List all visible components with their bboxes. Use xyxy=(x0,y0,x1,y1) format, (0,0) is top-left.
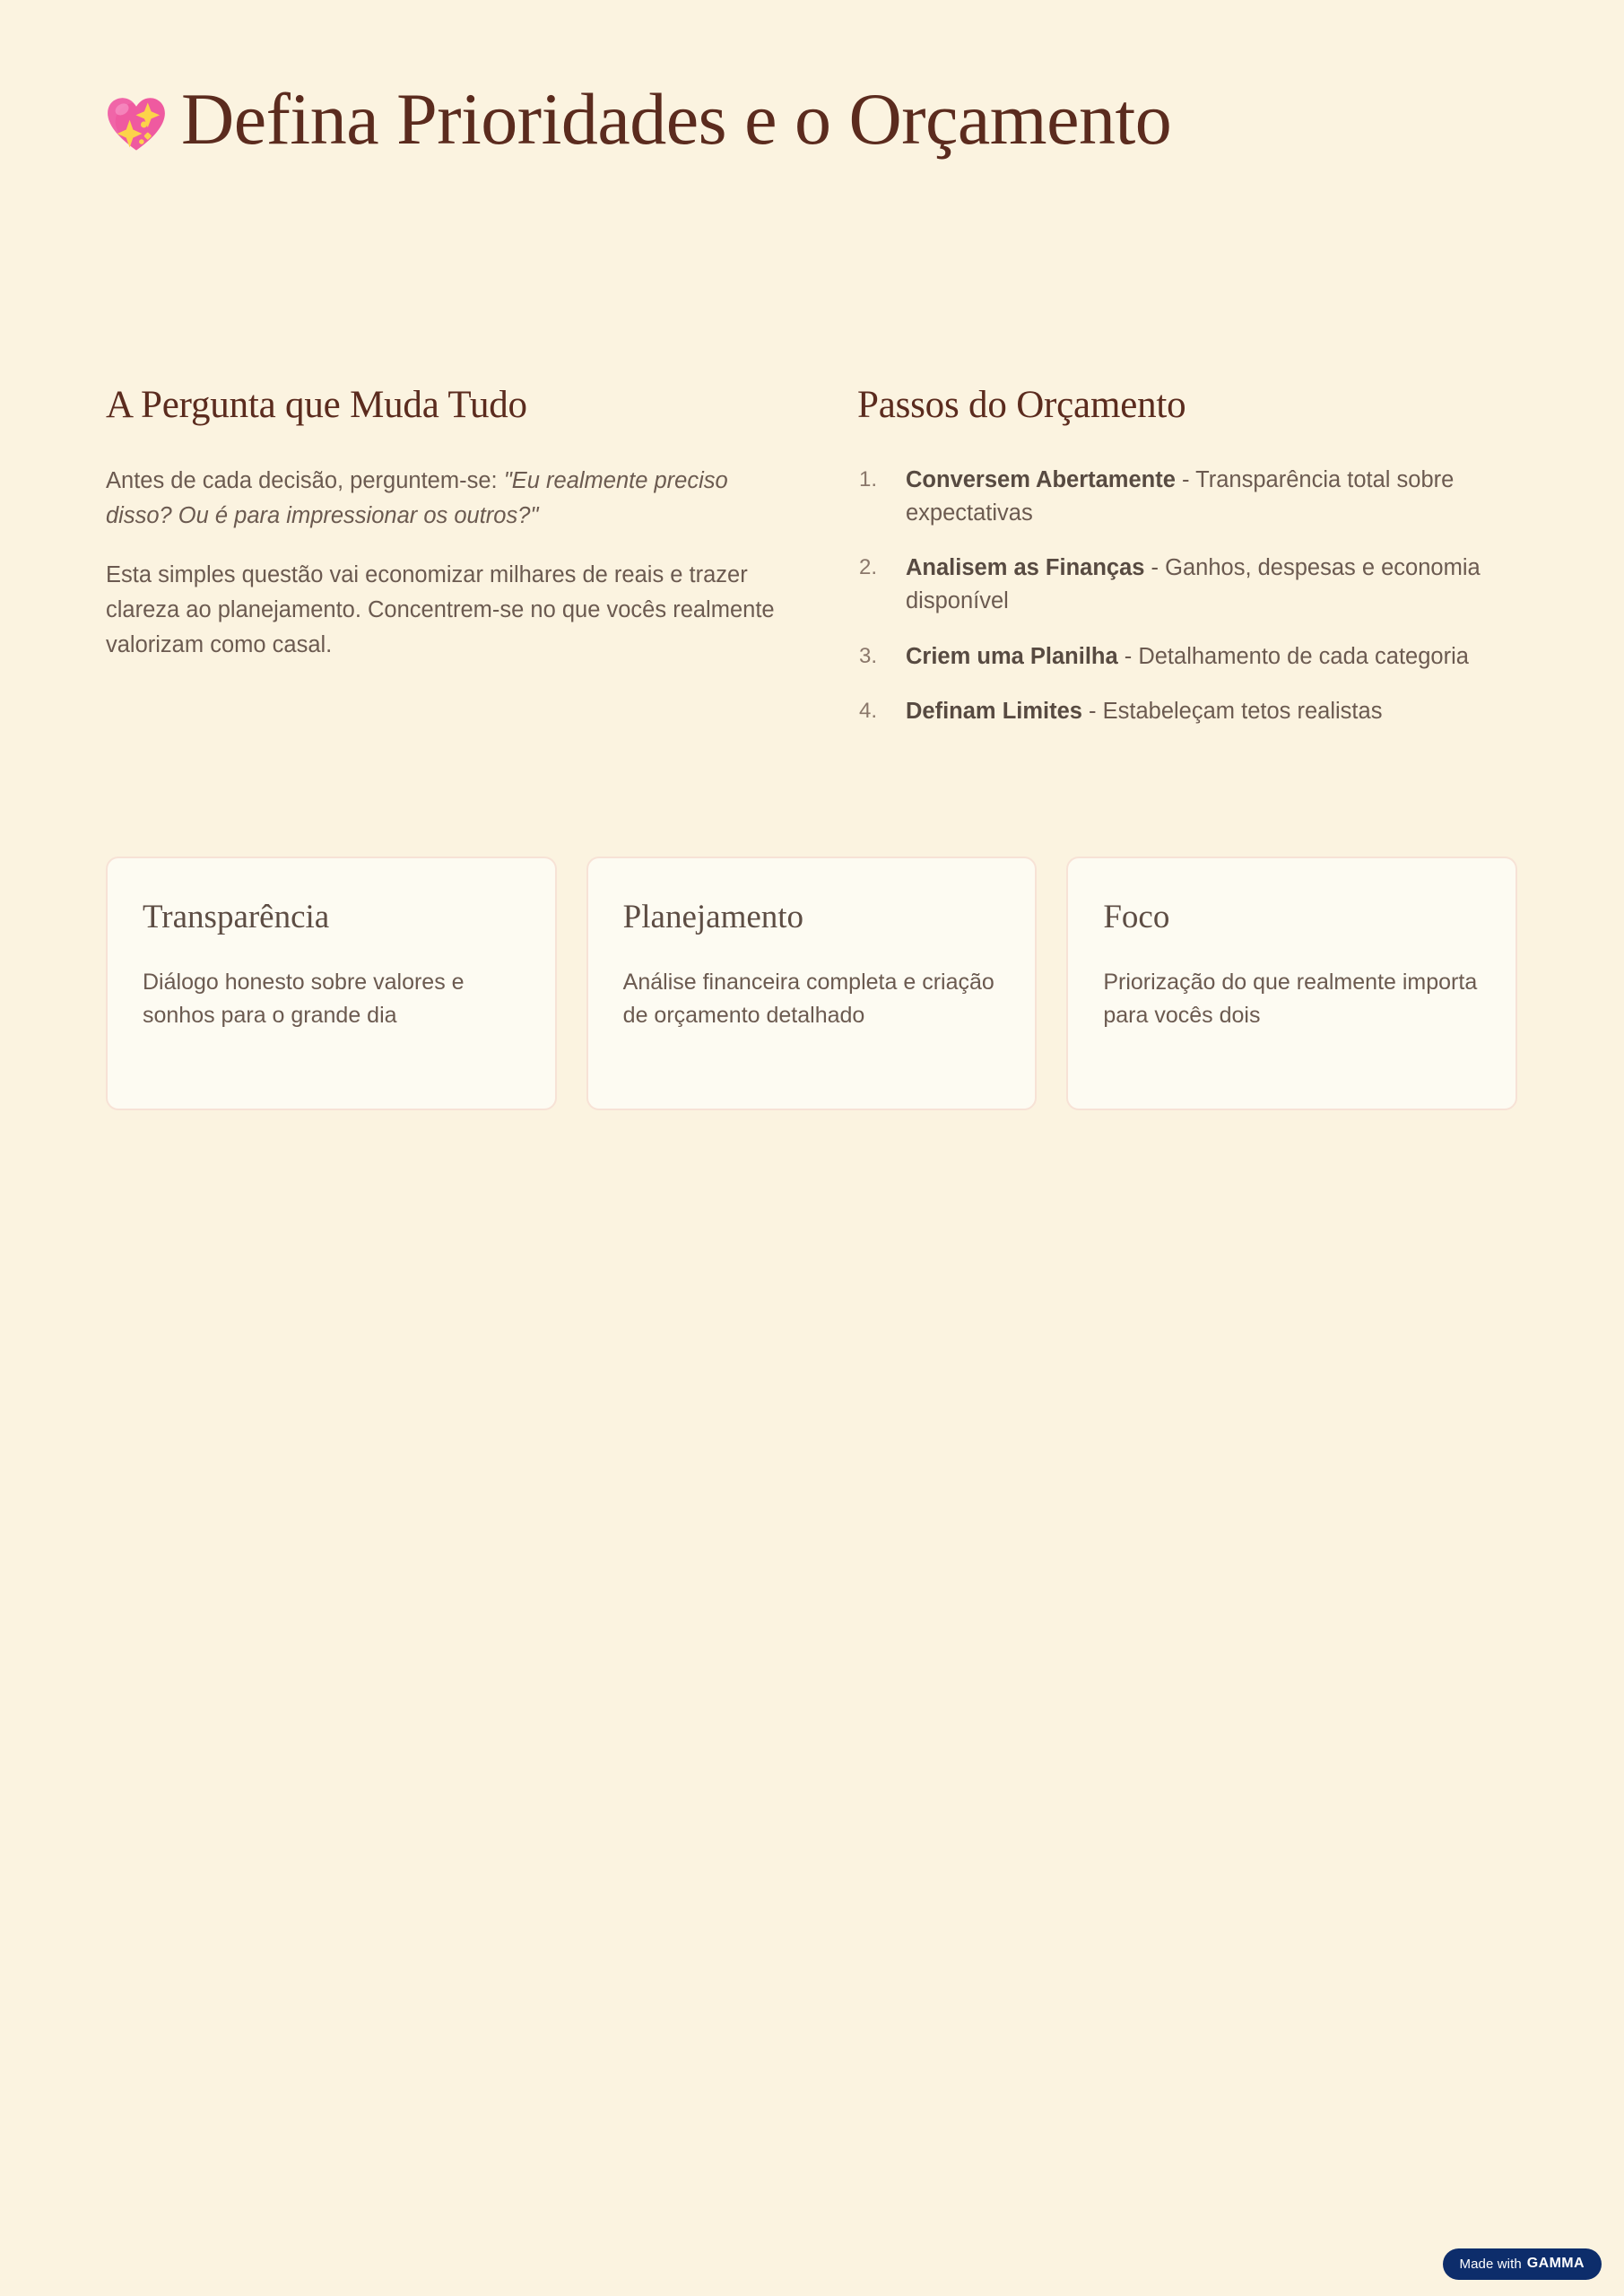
title-block xyxy=(106,77,1209,161)
card-planejamento xyxy=(586,857,1038,1110)
step-title: Definam Limites xyxy=(906,698,1082,724)
card-foco xyxy=(1066,857,1517,1110)
step-description: - Estabeleçam tetos realistas xyxy=(1081,698,1383,724)
card-transparencia xyxy=(106,857,557,1110)
card-title: Planejamento xyxy=(622,899,804,935)
question-quote: "Eu realmente preciso disso? Ou é para impressionar os outros?" xyxy=(106,467,728,528)
page-title xyxy=(106,77,1209,161)
question-lead: Antes de cada decisão, perguntem-se: xyxy=(106,467,504,493)
left-column-heading: A Pergunta que Muda Tudo xyxy=(106,384,527,426)
content-columns xyxy=(106,381,1518,728)
badge-prefix: Made with xyxy=(1459,2256,1522,2272)
card-text: Diálogo honesto sobre valores e sonhos para o grande dia xyxy=(143,970,465,1029)
budget-steps-list xyxy=(857,464,1518,728)
list-item xyxy=(857,552,1518,618)
step-description: - Detalhamento de cada categoria xyxy=(1117,643,1469,669)
card-text: Priorização do que realmente importa para vocês dois xyxy=(1103,970,1478,1029)
gamma-wordmark: GAMMA xyxy=(1526,2256,1585,2271)
list-item xyxy=(857,464,1518,530)
list-item xyxy=(857,695,1518,728)
sparkling-heart-icon xyxy=(106,95,167,156)
question-paragraph xyxy=(106,464,787,534)
page-title-text: Defina Prioridades e o Orçamento xyxy=(181,78,1172,160)
right-column-heading: Passos do Orçamento xyxy=(857,384,1186,426)
right-column xyxy=(857,381,1518,728)
list-item xyxy=(857,640,1518,674)
feature-cards xyxy=(106,857,1517,1110)
card-title: Transparência xyxy=(143,899,330,935)
step-title: Analisem as Finanças xyxy=(906,555,1145,581)
left-column xyxy=(106,381,787,728)
explanation-paragraph: Esta simples questão vai economizar milhares de reais e trazer clareza ao planejamento. Concentrem-se no que vocês realmente valorizam como casal. xyxy=(106,562,775,657)
step-title: Criem uma Planilha xyxy=(906,643,1118,669)
step-description: - Transparência total sobre expectativas xyxy=(906,466,1455,526)
card-text: Análise financeira completa e criação de orçamento detalhado xyxy=(622,970,994,1029)
card-title: Foco xyxy=(1103,899,1170,935)
step-title: Conversem Abertamente xyxy=(906,466,1176,492)
step-description: - Ganhos, despesas e economia disponível xyxy=(906,555,1481,614)
made-with-gamma-badge[interactable] xyxy=(1443,2248,1602,2280)
